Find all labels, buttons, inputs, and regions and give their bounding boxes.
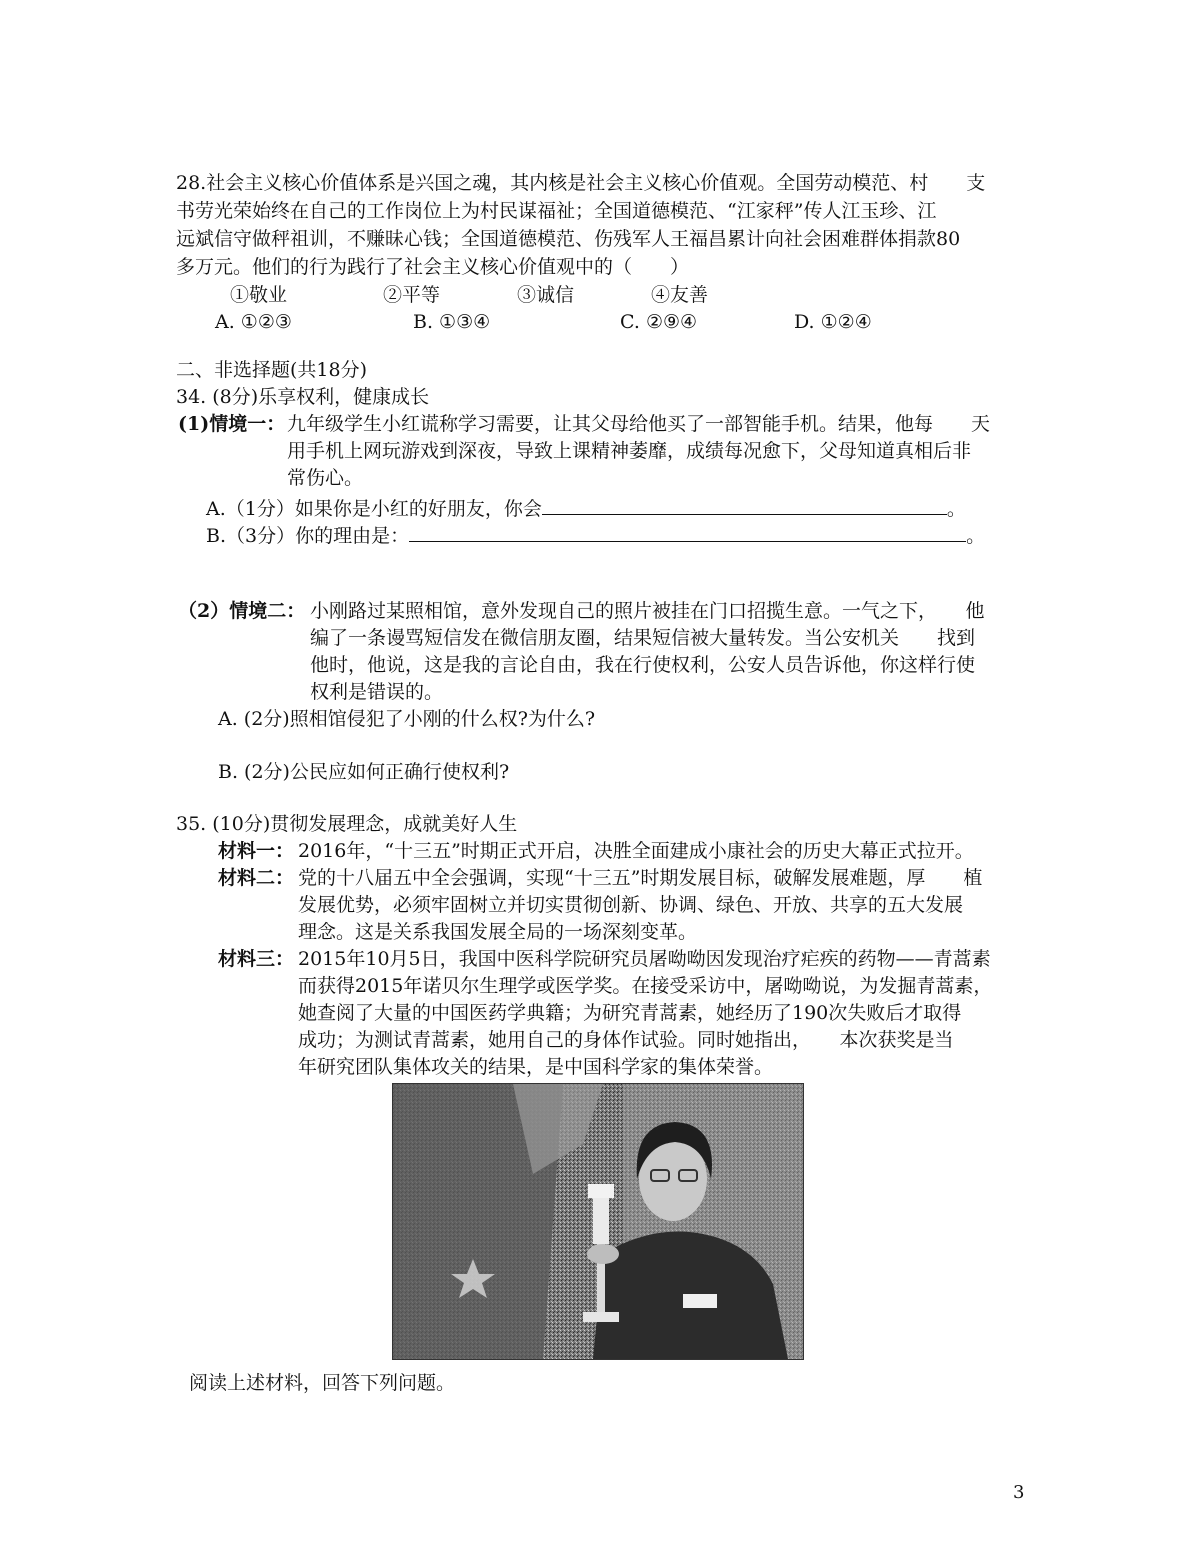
q28-stem-line: 远斌信守做秤祖训，不赚昧心钱；全国道德模范、伤残军人王福昌累计向社会困难群体捐款80 — [176, 228, 961, 250]
section-title: 二、非选择题(共18分) — [176, 359, 368, 381]
q28-option-a: A. ①②③ — [215, 311, 292, 333]
q28-item: ③诚信 — [517, 284, 575, 306]
q35-material3-line: 她查阅了大量的中国医药学典籍；为研究青蒿素，她经历了190次失败后才取得 — [298, 1002, 962, 1024]
end-mark: 。 — [966, 525, 986, 547]
q35-material2-label: 材料二： — [218, 867, 295, 889]
q35-material3-line: 成功；为测试青蒿素，她用自己的身体作试验。同时她指出， 本次获奖是当 — [298, 1029, 954, 1051]
q28-option-c: C. ②⑨④ — [620, 311, 698, 333]
q35-material3-line: 2015年10月5日，我国中医科学院研究员屠呦呦因发现治疗疟疾的药物——青蒿素 — [298, 948, 991, 970]
answer-blank[interactable] — [542, 494, 947, 515]
q35-material2-line: 发展优势，必须牢固树立并切实贯彻创新、协调、绿色、开放、共享的五大发展 — [298, 894, 964, 916]
award-photo — [392, 1083, 804, 1360]
q34-1a-question — [206, 494, 966, 522]
answer-blank[interactable] — [409, 521, 966, 542]
q28-item: ②平等 — [383, 284, 441, 306]
q35-material2-line: 党的十八届五中全会强调，实现“十三五”时期发展目标，破解发展难题，厚 植 — [298, 867, 983, 889]
q35-title: 35. (10分)贯彻发展理念，成就美好人生 — [176, 813, 518, 835]
q35-material1-label: 材料一： — [218, 840, 295, 862]
q35-read-instruction: 阅读上述材料，回答下列问题。 — [189, 1372, 456, 1394]
q35-material3-label: 材料三： — [218, 948, 295, 970]
award-photo-drawing — [393, 1084, 803, 1359]
q34-scenario1-label: (1)情境一： — [178, 413, 286, 435]
q28-option-b: B. ①③④ — [413, 311, 491, 333]
q34-1b-question — [206, 521, 985, 549]
q34-scenario1-line: 用手机上网玩游戏到深夜，导致上课精神萎靡，成绩每况愈下，父母知道真相后非 — [287, 440, 972, 462]
q34-2a-question: A. (2分)照相馆侵犯了小刚的什么权?为什么? — [218, 708, 596, 730]
q35-material2-line: 理念。这是关系我国发展全局的一场深刻变革。 — [298, 921, 698, 943]
q28-item: ④友善 — [651, 284, 709, 306]
q34-scenario2-line: 编了一条谩骂短信发在微信朋友圈，结果短信被大量转发。当公安机关 找到 — [310, 627, 976, 649]
q35-material1-line: 2016年，“十三五”时期正式开启，决胜全面建成小康社会的历史大幕正式拉开。 — [298, 840, 974, 862]
page-number: 3 — [1013, 1482, 1025, 1503]
end-mark: 。 — [946, 498, 966, 520]
q35-material3-line: 而获得2015年诺贝尔生理学或医学奖。在接受采访中，屠呦呦说，为发掘青蒿素， — [298, 975, 993, 997]
q34-title: 34. (8分)乐享权利，健康成长 — [176, 386, 430, 408]
q34-scenario2-line: 权利是错误的。 — [310, 681, 444, 703]
q28-stem-line: 多万元。他们的行为践行了社会主义核心价值观中的（ ） — [176, 256, 690, 278]
q34-scenario2-label: （2）情境二： — [178, 600, 306, 622]
q34-scenario1-line: 九年级学生小红谎称学习需要，让其父母给他买了一部智能手机。结果，他每 天 — [287, 413, 991, 435]
q34-scenario1-line: 常伤心。 — [287, 467, 364, 489]
q34-1a-text: A.（1分）如果你是小红的好朋友，你会 — [206, 498, 542, 520]
q34-scenario2-line: 他时，他说，这是我的言论自由，我在行使权利，公安人员告诉他，你这样行使 — [310, 654, 976, 676]
q28-option-d: D. ①②④ — [794, 311, 872, 333]
q28-stem-line: 书劳光荣始终在自己的工作岗位上为村民谋福祉；全国道德模范、“江家秤”传人江玉珍、江 — [176, 200, 937, 222]
q35-material3-line: 年研究团队集体攻关的结果，是中国科学家的集体荣誉。 — [298, 1056, 774, 1078]
q28-item: ①敬业 — [230, 284, 288, 306]
q28-stem-line: 28.社会主义核心价值体系是兴国之魂，其内核是社会主义核心价值观。全国劳动模范、村 支 — [176, 172, 986, 194]
q34-2b-question: B. (2分)公民应如何正确行使权利? — [218, 761, 510, 783]
q34-scenario2-line: 小刚路过某照相馆，意外发现自己的照片被挂在门口招揽生意。一气之下， 他 — [310, 600, 985, 622]
q34-1b-text: B.（3分）你的理由是： — [206, 525, 410, 547]
